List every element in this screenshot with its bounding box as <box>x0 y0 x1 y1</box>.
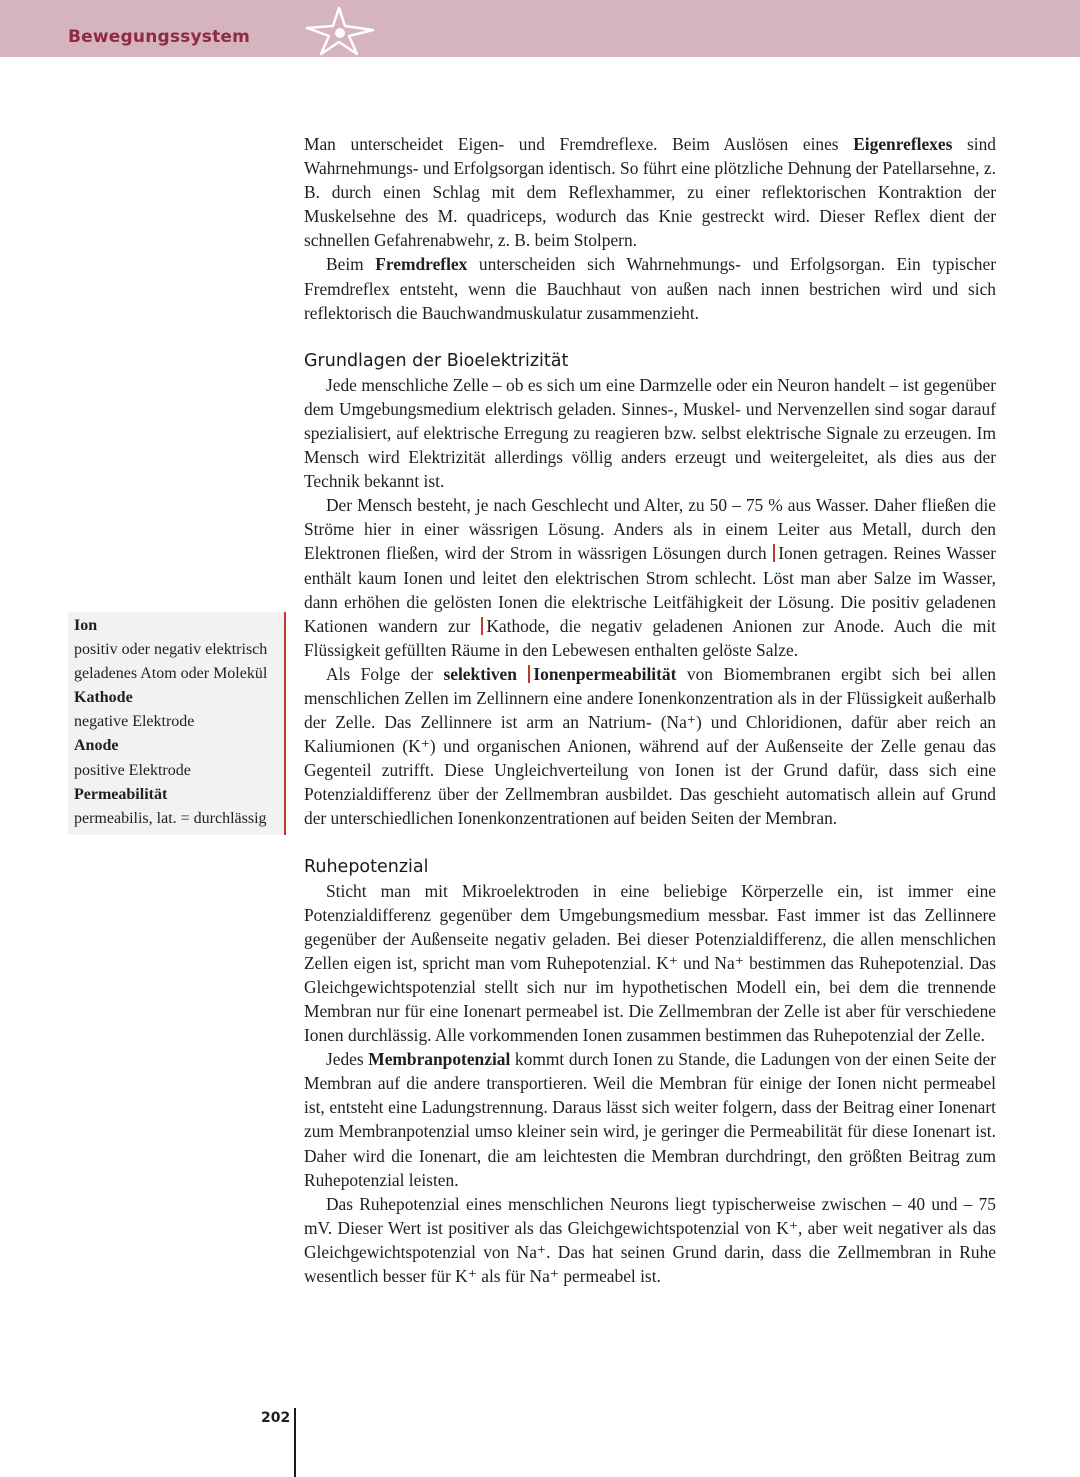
section-heading-bioelektrizitaet: Grundlagen der Bioelektrizität <box>304 350 569 371</box>
main-text <box>304 132 996 1288</box>
section2-paragraph-3: Das Ruhepotenzial eines menschlichen Neurons liegt typischerweise zwischen – 40 und – 75 mV. Dieser Wert ist positiver als das Gleichgewichtspotenzial von K⁺, aber weit negativer als das Gleichgewichtspotenzial von Na⁺. Das hat seinen Grund darin, dass die Zellmembran in Ruhe wesentlich besser für K⁺ als für Na⁺ permeabel ist. <box>304 1193 996 1287</box>
glossary-marker <box>528 665 530 683</box>
section2-paragraph-2: Jedes Membranpotenzial kommt durch Ionen zu Stande, die Ladungen von der einen Seite der Membran auf die andere transportieren. Weil die Membran für einige der Ionen nicht permeabel ist, entsteht eine Ladungstrennung. Daraus lässt sich weiter folgern, dass der Beitrag einer Ionenart zum Membranpotenzial umso kleiner sein wird, je geringer die Permeabilität für diese Ionenart ist. Daher wird die Ionenart, die am leichtesten die Membran durchdringt, den größten Beitrag zum Ruhepotenzial leisten. <box>304 1049 996 1190</box>
intro-paragraph-2: Beim Fremdreflex unterscheiden sich Wahrnehmungs- und Erfolgsorgan. Ein typischer Fremdreflex entsteht, wenn die Bauchhaut von außen nach innen bestrichen wird und sich reflektorisch die Bauchwandmuskulatur zusammenzieht. <box>304 254 996 323</box>
glossary-definition: positiv oder negativ elektrisch geladenes Atom oder Molekül <box>74 641 268 683</box>
page-number: 202 <box>261 1410 291 1426</box>
glossary-marker <box>773 544 775 562</box>
section2-paragraph-1: Sticht man mit Mikroelektroden in eine beliebige Körperzelle ein, ist immer eine Potenzialdifferenz gegenüber dem Umgebungsmedium messbar. Fast immer ist das Zellinnere gegenüber der Außenseite negativ geladen. Bei dieser Potenzialdifferenz, die allen menschlichen Zellen eigen ist, spricht man vom Ruhepotenzial. K⁺ und Na⁺ bestimmen das Ruhepotenzial. Das Gleichgewichtspotenzial stellt sich nur im hypothetischen Modell ein, bei dem die trennende Membran nur für eine Ionenart permeabel ist. Die Zellmembran der Zelle ist aber für verschiedene Ionen durchlässig. Alle vorkommenden Ionen zusammen bestimmen das Ruhepotenzial der Zelle. <box>304 880 996 1046</box>
glossary-term: Permeabilität <box>74 785 168 803</box>
intro-paragraph-1: Man unterscheidet Eigen- und Fremdreflexe. Beim Auslösen eines Eigenreflexes sind Wahrnehmungs- und Erfolgsorgan identisch. So führt eine plötzliche Dehnung der Patellarsehne, z. B. durch einen Schlag mit dem Reflexhammer, zu einer reflektorischen Kontraktion der Muskelsehne des M. quadriceps, wodurch das Knie gestreckt wird. Dieser Reflex dient der schnellen Gefahrenabwehr, z. B. beim Stolpern. <box>304 134 996 251</box>
section-heading-ruhepotenzial: Ruhepotenzial <box>304 856 429 877</box>
section1-paragraph-2: Der Mensch besteht, je nach Geschlecht und Alter, zu 50 – 75 % aus Wasser. Daher fließen die Ströme hier in einer wässrigen Lösung. Anders als in einem Leiter aus Metall, durch den Elektronen fließen, wird der Strom in wässrigen Lösungen durch Ionen getragen. Reines Wasser enthält kaum Ionen und leitet den elektrischen Strom schlecht. Löst man aber Salze im Wasser, dann erhöhen die gelösten Ionen die elektrische Leitfähigkeit der Lösung. Die positiv geladenen Kationen wandern zur Kathode, die negativ geladenen Anionen zur Anode. Auch die mit Flüssigkeit gefüllten Räume in den Lebewesen enthalten gelöste Salze. <box>304 495 997 660</box>
glossary-definition: negative Elektrode <box>74 713 195 731</box>
glossary-definition: permeabilis, lat. = durchlässig <box>74 809 267 827</box>
glossary-term: Anode <box>74 737 119 755</box>
chapter-title: Bewegungssystem <box>68 27 251 47</box>
glossary-sidebar <box>68 612 286 835</box>
glossary-term: Ion <box>74 617 98 634</box>
glossary-definition: positive Elektrode <box>74 761 191 779</box>
glossary-term: Kathode <box>74 689 133 707</box>
footer-rule <box>294 1408 296 1477</box>
section1-paragraph-3: Als Folge der selektiven Ionenpermeabilität von Biomembranen ergibt sich bei allen menschlichen Zellen im Zellinnern eine andere Ionenkonzentration als in der Flüssigkeit außerhalb der Zelle. Das Zellinnere ist arm an Natrium- (Na⁺) und Chloridionen, dafür aber reich an Kaliumionen (K⁺) und organischen Anionen, während auf der Außenseite der Zelle genau das Gegenteil zutrifft. Diese Ungleichverteilung von Ionen ist der Grund dafür, dass sich eine Potenzialdifferenz über der Zellmembran ausbildet. Das geschieht automatisch allein auf Grund der unterschiedlichen Ionenkonzentrationen auf beiden Seiten der Membran. <box>304 663 996 829</box>
glossary-marker <box>481 617 483 635</box>
neuron-star-icon <box>305 6 377 56</box>
page-header <box>0 0 1080 57</box>
section1-paragraph-1: Jede menschliche Zelle – ob es sich um eine Darmzelle oder ein Neuron handelt – ist gegenüber dem Umgebungsmedium elektrisch geladen. Sinnes-, Muskel- und Nervenzellen sind sogar darauf spezialisiert, auf elektrische Erregung zu reagieren bzw. selbst elektrische Signale zu erzeugen. Im Mensch wird Elektrizität allerdings völlig anders erzeugt und weitergeleitet, als dies aus der Technik bekannt ist. <box>304 374 996 492</box>
